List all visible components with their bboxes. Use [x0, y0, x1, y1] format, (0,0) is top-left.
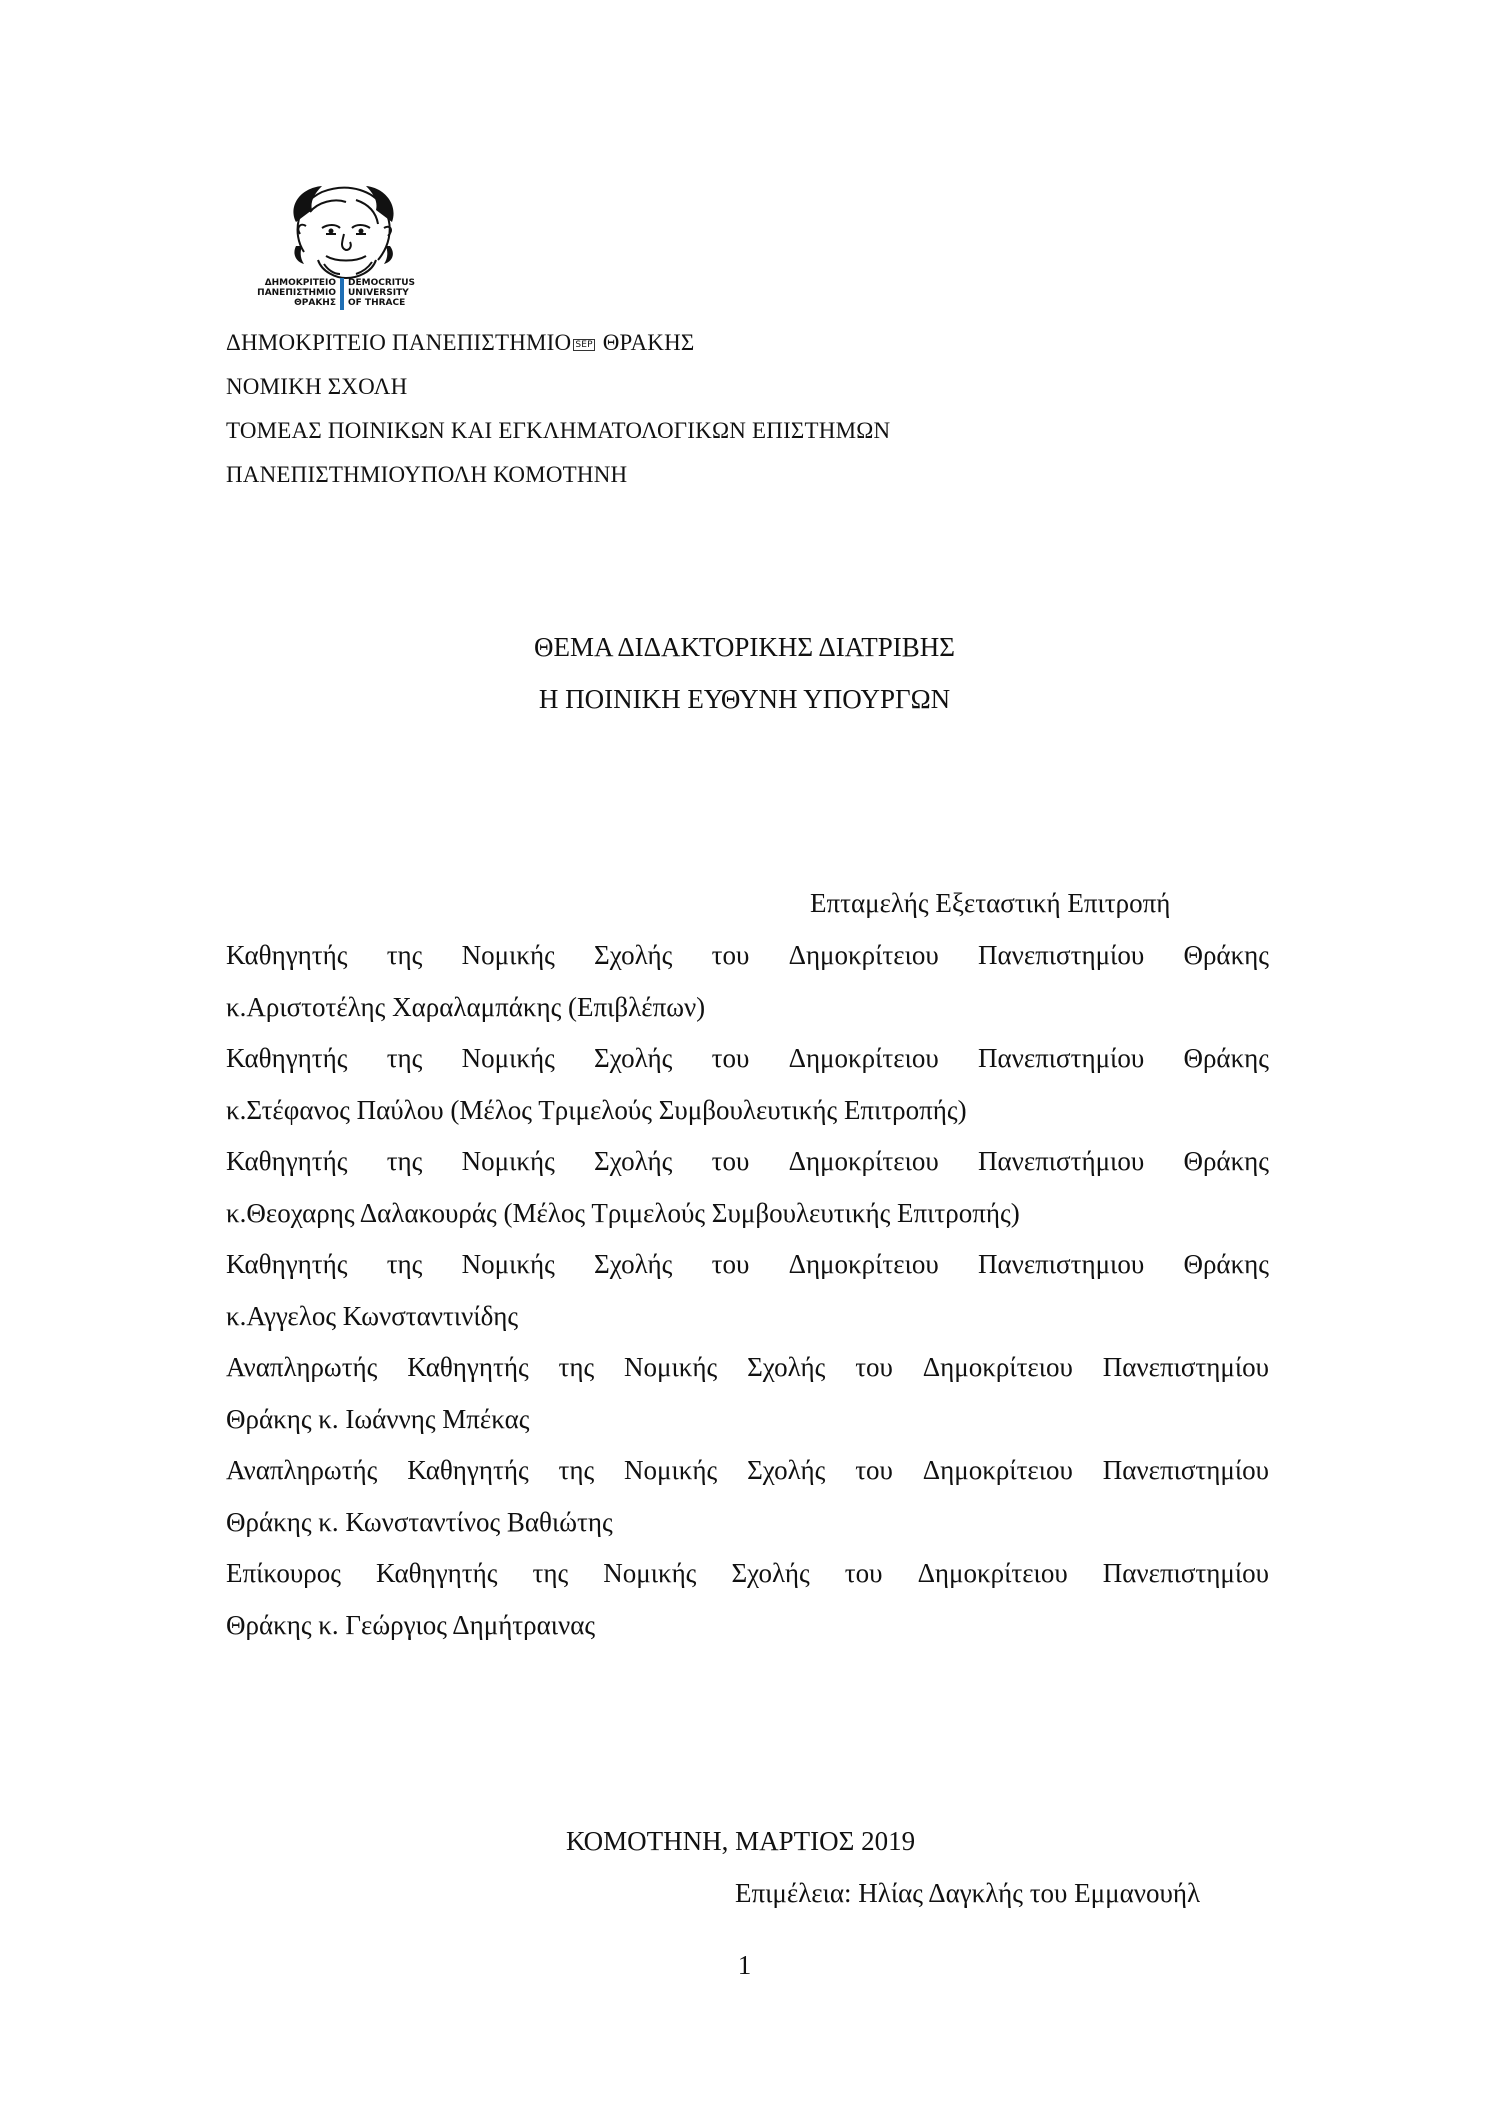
- role-word: Καθηγητής: [407, 1455, 529, 1485]
- role-word: Θράκης: [1183, 1249, 1269, 1279]
- committee-member-role: [226, 1455, 1269, 1486]
- role-word: Δημοκρίτειου: [922, 1352, 1073, 1382]
- role-word: Νομικής: [624, 1455, 718, 1485]
- role-word: του: [855, 1455, 893, 1485]
- role-word: του: [711, 1043, 750, 1073]
- logo-english-line: DEMOCRITUS: [348, 278, 416, 288]
- role-word: Αναπληρωτής: [226, 1352, 378, 1382]
- logo-english-line: UNIVERSITY: [348, 288, 409, 298]
- role-word: Αναπληρωτής: [226, 1455, 378, 1485]
- committee-member-name: Θράκης κ. Ιωάννης Μπέκας: [226, 1403, 530, 1434]
- role-word: του: [855, 1352, 893, 1382]
- committee-member-name: Θράκης κ. Γεώργιος Δημήτραινας: [226, 1609, 596, 1640]
- header-university: [226, 330, 694, 356]
- committee-member-name: κ.Στέφανος Παύλου (Μέλος Τριμελούς Συμβουλευτικής Επιτροπής): [226, 1094, 967, 1125]
- role-word: Δημοκρίτειου: [788, 940, 939, 970]
- role-word: της: [386, 940, 423, 970]
- committee-member-role: [226, 1043, 1269, 1074]
- header-department: ΤΟΜΕΑΣ ΠΟΙΝΙΚΩΝ ΚΑΙ ΕΓΚΛΗΜΑΤΟΛΟΓΙΚΩΝ ΕΠΙΣΤΗΜΩΝ: [226, 418, 891, 443]
- role-word: της: [386, 1043, 423, 1073]
- role-word: Δημοκρίτειου: [788, 1146, 939, 1176]
- role-word: Πανεπιστήμιου: [977, 1146, 1145, 1176]
- header-campus: ΠΑΝΕΠΙΣΤΗΜΙΟΥΠΟΛΗ ΚΟΜΟΤΗΝΗ: [226, 462, 628, 487]
- role-word: Νομικής: [603, 1558, 697, 1588]
- role-word: Νομικής: [461, 1043, 555, 1073]
- committee-member-role: [226, 1558, 1269, 1589]
- committee-member-role: [226, 1249, 1269, 1280]
- role-word: Θράκης: [1183, 1043, 1269, 1073]
- role-word: Νομικής: [624, 1352, 718, 1382]
- role-word: Επίκουρος: [226, 1558, 341, 1588]
- role-word: του: [711, 940, 750, 970]
- role-word: του: [711, 1249, 750, 1279]
- role-word: Πανεπιστημίου: [977, 1043, 1145, 1073]
- committee-member-name: Θράκης κ. Κωνσταντίνος Βαθιώτης: [226, 1506, 613, 1537]
- role-word: Σχολής: [747, 1352, 826, 1382]
- role-word: Καθηγητής: [226, 1043, 348, 1073]
- role-word: Σχολής: [594, 940, 673, 970]
- logo-greek-text: [236, 278, 336, 308]
- role-word: Καθηγητής: [226, 1249, 348, 1279]
- role-word: Δημοκρίτειου: [788, 1043, 939, 1073]
- role-word: Σχολής: [594, 1043, 673, 1073]
- role-word: Πανεπιστημίου: [1102, 1352, 1269, 1382]
- header-university-suffix: ΘΡΑΚΗΣ: [596, 330, 695, 355]
- committee-member-role: [226, 1146, 1269, 1177]
- logo-greek-line: ΔΗΜΟΚΡΙΤΕΙΟ: [264, 278, 336, 288]
- role-word: Καθηγητής: [226, 940, 348, 970]
- role-word: της: [386, 1249, 423, 1279]
- logo-greek-line: ΘΡΑΚΗΣ: [294, 298, 336, 308]
- role-word: Θράκης: [1183, 940, 1269, 970]
- role-word: Σχολής: [731, 1558, 810, 1588]
- header-university-text: ΔΗΜΟΚΡΙΤΕΙΟ ΠΑΝΕΠΙΣΤΗΜΙΟ: [226, 330, 572, 355]
- role-word: του: [844, 1558, 883, 1588]
- role-word: της: [558, 1352, 595, 1382]
- role-word: Νομικής: [461, 940, 555, 970]
- committee-heading: Επταμελής Εξεταστική Επιτροπή: [810, 888, 1171, 918]
- logo-greek-line: ΠΑΝΕΠΙΣΤΗΜΙΟ: [257, 288, 336, 298]
- editor-credit: Επιμέλεια: Ηλίας Δαγκλής του Εμμανουήλ: [735, 1878, 1201, 1908]
- page-number: 1: [737, 1950, 752, 1980]
- role-word: της: [532, 1558, 569, 1588]
- thesis-heading: ΘΕΜΑ ΔΙΔΑΚΤΟΡΙΚΗΣ ΔΙΑΤΡΙΒΗΣ: [534, 632, 955, 662]
- logo-english-text: [348, 278, 415, 308]
- role-word: Νομικής: [461, 1146, 555, 1176]
- role-word: Πανεπιστημίου: [977, 940, 1145, 970]
- role-word: Δημοκρίτειου: [922, 1455, 1073, 1485]
- role-word: του: [711, 1146, 750, 1176]
- role-word: Καθηγητής: [226, 1146, 348, 1176]
- logo-english-line: OF THRACE: [348, 298, 406, 308]
- role-word: Πανεπιστημίου: [1102, 1558, 1269, 1588]
- committee-member-name: κ.Αριστοτέλης Χαραλαμπάκης (Επιβλέπων): [226, 991, 706, 1022]
- role-word: Δημοκρίτειου: [788, 1249, 939, 1279]
- role-word: Σχολής: [594, 1249, 673, 1279]
- role-word: της: [558, 1455, 595, 1485]
- role-word: Καθηγητής: [376, 1558, 498, 1588]
- role-word: Πανεπιστημίου: [1102, 1455, 1269, 1485]
- place-date: ΚΟΜΟΤΗΝΗ, ΜΑΡΤΙΟΣ 2019: [566, 1826, 916, 1856]
- role-word: Σχολής: [594, 1146, 673, 1176]
- sep-glyph: SEP: [575, 340, 593, 350]
- role-word: Πανεπιστημιου: [977, 1249, 1145, 1279]
- committee-member-role: [226, 940, 1269, 971]
- university-logo: [226, 182, 462, 314]
- role-word: Νομικής: [461, 1249, 555, 1279]
- thesis-title: Η ΠΟΙΝΙΚΗ ΕΥΘΥΝΗ ΥΠΟΥΡΓΩΝ: [538, 684, 951, 714]
- committee-member-name: κ.Θεοχαρης Δαλακουράς (Μέλος Τριμελούς Συμβουλευτικής Επιτροπής): [226, 1197, 1020, 1228]
- role-word: Δημοκρίτειου: [917, 1558, 1068, 1588]
- role-word: Σχολής: [747, 1455, 826, 1485]
- committee-member-name: κ.Αγγελος Κωνσταντινίδης: [226, 1300, 519, 1331]
- committee-member-role: [226, 1352, 1269, 1383]
- role-word: της: [386, 1146, 423, 1176]
- header-school: ΝΟΜΙΚΗ ΣΧΟΛΗ: [226, 374, 408, 399]
- role-word: Θράκης: [1183, 1146, 1269, 1176]
- logo-divider: [340, 278, 344, 310]
- role-word: Καθηγητής: [407, 1352, 529, 1382]
